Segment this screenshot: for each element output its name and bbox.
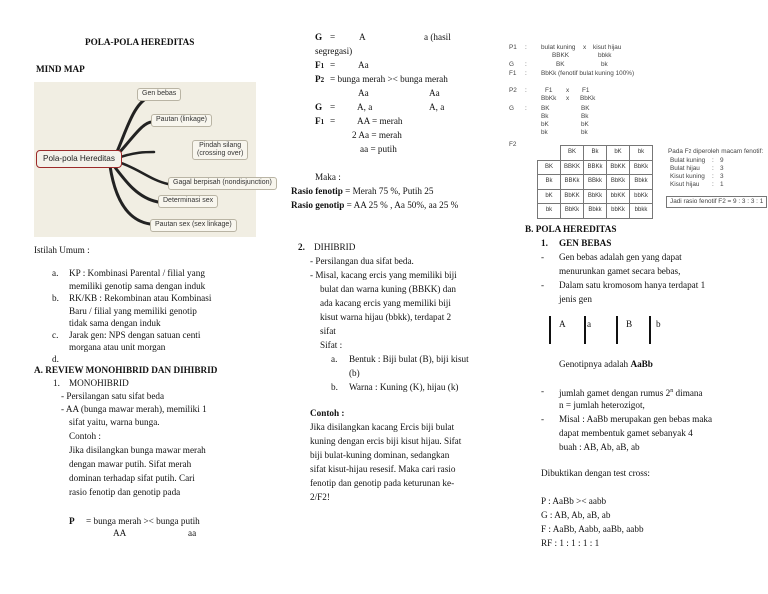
table-row bbox=[538, 189, 653, 204]
row-value: Aa bbox=[429, 88, 440, 98]
cross-text: BBKK bbox=[552, 52, 570, 59]
table-header: bk bbox=[630, 146, 653, 161]
table-cell: BbKk bbox=[607, 175, 630, 190]
gamete: Bk bbox=[541, 113, 549, 120]
legend-value: 3 bbox=[720, 173, 724, 180]
gamete: Bk bbox=[581, 113, 589, 120]
body-text: dapat membentuk gamet sebanyak 4 bbox=[559, 428, 693, 438]
gamete: BK bbox=[581, 105, 590, 112]
chromosome-bar bbox=[616, 316, 618, 344]
cross-text: bbkk bbox=[598, 52, 612, 59]
mindmap-node-pindah-silang bbox=[192, 140, 248, 160]
list-marker: 1. bbox=[53, 378, 60, 388]
list-marker: d. bbox=[52, 354, 59, 364]
rasio-genotip-value: = AA 25 % , Aa 50%, aa 25 % bbox=[344, 200, 459, 210]
row-value: Aa bbox=[358, 88, 369, 98]
body-text: Jika disilangkan bunga mawar merah bbox=[69, 445, 206, 455]
legend-colon: : bbox=[712, 157, 714, 164]
row-value: A bbox=[359, 32, 366, 42]
list-marker: c. bbox=[52, 330, 59, 340]
mindmap-node-nondisjunction: Gagal berpisah (nondisjunction) bbox=[168, 177, 277, 190]
mindmap-node-gen-bebas: Gen bebas bbox=[137, 88, 181, 101]
list-item: morgana atau unit morgan bbox=[69, 342, 166, 352]
table-cell: Bbkk bbox=[630, 175, 653, 190]
body-text: ada kacang ercis yang memiliki biji bbox=[320, 298, 451, 308]
body-text: (b) bbox=[349, 368, 360, 378]
superscript: n bbox=[670, 388, 674, 394]
table-header: Bk bbox=[538, 175, 561, 190]
body-text: biji bulat-kuning dominan, sedangkan bbox=[310, 450, 450, 460]
body-text: 2/F2! bbox=[310, 492, 330, 502]
test-cross-rf: RF : 1 : 1 : 1 : 1 bbox=[541, 538, 600, 548]
list-marker: a. bbox=[52, 268, 59, 278]
body-text: Jika disilangkan kacang Ercis biji bulat bbox=[310, 422, 455, 432]
table-header: bK bbox=[538, 189, 561, 204]
row-value: aa = putih bbox=[360, 144, 397, 154]
list-marker: 2. bbox=[298, 242, 305, 252]
cross-text: BbKk (fenotif bulat kuning 100%) bbox=[541, 70, 635, 77]
gamete: bK bbox=[541, 121, 549, 128]
test-cross-p: P : AaBb >< aabb bbox=[541, 496, 607, 506]
chromosome-bar bbox=[549, 316, 551, 344]
table-cell bbox=[538, 146, 561, 161]
body-text: - AA (bunga mawar merah), memiliki 1 bbox=[61, 404, 207, 414]
legend-item: Kisut hijau bbox=[670, 181, 700, 188]
chromosome-bar bbox=[584, 316, 586, 344]
test-cross-g: G : AB, Ab, aB, ab bbox=[541, 510, 611, 520]
body-text: jumlah gamet dengan rumus 2 bbox=[559, 388, 671, 399]
bullet-dash: - bbox=[541, 252, 545, 262]
cross-text: bk bbox=[601, 61, 608, 68]
row-label: G bbox=[315, 102, 323, 112]
table-cell: BbKK bbox=[561, 189, 584, 204]
legend-colon: : bbox=[712, 173, 714, 180]
bullet-dash: - bbox=[541, 386, 545, 396]
body-text: Warna : Kuning (K), hijau (k) bbox=[349, 382, 459, 392]
cross-colon: : bbox=[525, 87, 527, 94]
legend-result: Jadi rasio fenotif F2 = 9 : 3 : 3 : 1 bbox=[666, 196, 767, 208]
section-b-heading: B. POLA HEREDITAS bbox=[525, 224, 617, 234]
maka-label: Maka : bbox=[315, 172, 341, 182]
body-text: Bentuk : Biji bulat (B), biji kisut bbox=[349, 354, 469, 364]
cross-text: bulat kuning bbox=[541, 44, 576, 51]
cross-text: F1 bbox=[545, 87, 553, 94]
body-text: sifat yaitu, warna bunga. bbox=[69, 417, 160, 427]
table-cell: BBKk bbox=[584, 160, 607, 175]
contoh-label: Contoh : bbox=[69, 431, 101, 441]
body-text: sifat kisut-hijau resesif. Maka cari rasio bbox=[310, 464, 456, 474]
body-text: rasio fenotip dan genotip pada bbox=[69, 487, 181, 497]
cross-text: BbKk bbox=[541, 95, 557, 102]
body-text: bulat dan warna kuning (BBKK) dan bbox=[320, 284, 456, 294]
body-text: - Misal, kacang ercis yang memiliki biji bbox=[310, 270, 457, 280]
body-text: dimana bbox=[673, 388, 703, 399]
gamete: bk bbox=[541, 129, 548, 136]
gamete: bk bbox=[581, 129, 588, 136]
genotype-text: Genotipnya adalah bbox=[559, 359, 631, 369]
table-header: BK bbox=[561, 146, 584, 161]
body-text: n = jumlah heterozigot, bbox=[559, 400, 645, 410]
body-text: Gen bebas adalah gen yang dapat bbox=[559, 252, 682, 262]
dihibrid-title: DIHIBRID bbox=[314, 242, 356, 252]
cross-label: F2 bbox=[509, 141, 517, 148]
bullet-dash: - bbox=[541, 414, 545, 424]
list-marker: b. bbox=[331, 382, 338, 392]
legend-item: Kisut kuning bbox=[670, 173, 705, 180]
monohibrid-title: MONOHIBRID bbox=[69, 378, 129, 388]
body-text: kuning dengan ercis biji kisut hijau. Sifat bbox=[310, 436, 462, 446]
cross-label: F1 bbox=[509, 70, 517, 77]
body-text: - Persilangan satu sifat beda bbox=[61, 391, 165, 401]
rasio-genotip-label: Rasio genotip bbox=[291, 200, 345, 210]
mindmap-node-text: (crossing over) bbox=[197, 150, 244, 157]
table-cell: BbKk bbox=[584, 189, 607, 204]
legend-colon: : bbox=[712, 181, 714, 188]
row-value: = bunga merah >< bunga merah bbox=[330, 74, 448, 84]
body-text: Sifat : bbox=[320, 340, 343, 350]
cross-text: BbKk bbox=[580, 95, 596, 102]
row-value: A, a bbox=[357, 102, 373, 112]
table-cell: bbKk bbox=[607, 204, 630, 219]
cross-label: G bbox=[509, 105, 514, 112]
gamete: BK bbox=[541, 105, 550, 112]
body-text: fenotip dan genotip pada keturunan ke- bbox=[310, 478, 455, 488]
punnett-square bbox=[537, 145, 653, 219]
mindmap-node-text: Pindah silang bbox=[199, 142, 242, 149]
cross-text: x bbox=[566, 95, 570, 102]
legend-item: Bulat hijau bbox=[670, 165, 700, 172]
row-value: segregasi) bbox=[315, 46, 353, 56]
cross-label: P1 bbox=[509, 44, 517, 51]
table-cell: BbKk bbox=[630, 160, 653, 175]
cross-text: kisut hijau bbox=[593, 44, 622, 51]
row-value: AA = merah bbox=[357, 116, 403, 126]
cross-colon: : bbox=[525, 70, 527, 77]
row-label: F1 bbox=[315, 60, 325, 70]
row-value: Aa bbox=[358, 60, 369, 70]
body-text: Dibuktikan dengan test cross: bbox=[541, 468, 650, 478]
table-row bbox=[538, 160, 653, 175]
table-cell: BbKk bbox=[561, 204, 584, 219]
gamete: bK bbox=[581, 121, 589, 128]
table-header: Bk bbox=[584, 146, 607, 161]
rasio-genotip bbox=[291, 199, 458, 213]
legend-colon: : bbox=[712, 165, 714, 172]
istilah-heading: Istilah Umum : bbox=[34, 245, 90, 255]
page-title: POLA-POLA HEREDITAS bbox=[85, 37, 195, 47]
cross-p-label: P bbox=[69, 516, 75, 526]
genotype-statement bbox=[559, 358, 653, 372]
mindmap-node-pautan: Pautan (linkage) bbox=[151, 114, 212, 127]
test-cross-f: F : AaBb, Aabb, aaBb, aabb bbox=[541, 524, 644, 534]
body-text: Misal : AaBb merupakan gen bebas maka bbox=[559, 414, 713, 424]
row-value: a (hasil bbox=[424, 32, 451, 42]
mindmap-image bbox=[34, 82, 272, 237]
table-cell: BBkk bbox=[584, 175, 607, 190]
genotype-aa: AA bbox=[113, 528, 127, 538]
mindmap-central-node: Pola-pola Hereditas bbox=[36, 150, 122, 168]
cross-text: F1 bbox=[582, 87, 590, 94]
list-marker: a. bbox=[331, 354, 338, 364]
allele-label: A bbox=[559, 319, 566, 329]
mindmap-node-determinasi-sex: Determinasi sex bbox=[158, 195, 218, 208]
body-text: dengan mawar putih. Sifat merah bbox=[69, 459, 192, 469]
body-text: jenis gen bbox=[559, 294, 592, 304]
row-value: 2 Aa = merah bbox=[352, 130, 402, 140]
body-text: menurunkan gamet secara bebas, bbox=[559, 266, 681, 276]
table-row bbox=[538, 204, 653, 219]
table-cell: BBKk bbox=[561, 175, 584, 190]
rasio-fenotip bbox=[291, 185, 433, 199]
cross-text: BK bbox=[556, 61, 565, 68]
row-label: P2 bbox=[315, 74, 325, 84]
cross-colon: : bbox=[525, 44, 527, 51]
body-text: buah : AB, Ab, aB, ab bbox=[559, 442, 640, 452]
table-header: bk bbox=[538, 204, 561, 219]
list-marker: b. bbox=[52, 293, 59, 303]
table-cell: BbKK bbox=[607, 160, 630, 175]
body-text: sifat bbox=[320, 326, 336, 336]
table-cell: bbKK bbox=[607, 189, 630, 204]
row-value: A, a bbox=[429, 102, 445, 112]
cross-label: G bbox=[509, 61, 514, 68]
cross-label: P2 bbox=[509, 87, 517, 94]
table-header: BK bbox=[538, 160, 561, 175]
cross-colon: : bbox=[525, 105, 527, 112]
table-row bbox=[538, 175, 653, 190]
bullet-dash: - bbox=[541, 280, 545, 290]
allele-label: b bbox=[656, 319, 661, 329]
list-item: tidak sama dengan induk bbox=[69, 318, 161, 328]
genotype-aa-recessive: aa bbox=[188, 528, 197, 538]
legend-value: 9 bbox=[720, 157, 724, 164]
table-cell: Bbkk bbox=[584, 204, 607, 219]
table-row bbox=[538, 146, 653, 161]
body-text: dominan terhadap sifat putih. Cari bbox=[69, 473, 195, 483]
list-marker: 1. bbox=[541, 238, 548, 248]
table-cell: bbKk bbox=[630, 189, 653, 204]
table-header: bK bbox=[607, 146, 630, 161]
section-a-heading: A. REVIEW MONOHIBRID DAN DIHIBRID bbox=[34, 365, 218, 375]
cross-colon: : bbox=[525, 61, 527, 68]
legend-intro: Pada F2 diperoleh macam fenotif: bbox=[668, 148, 764, 155]
table-cell: bbkk bbox=[630, 204, 653, 219]
row-eq: = bbox=[330, 116, 336, 126]
row-eq: = bbox=[330, 60, 336, 70]
gen-bebas-title: GEN BEBAS bbox=[559, 238, 612, 248]
list-item: Baru / filial yang memiliki genotip bbox=[69, 306, 197, 316]
legend-value: 1 bbox=[720, 181, 724, 188]
chromosome-bar bbox=[649, 316, 651, 344]
row-eq: = bbox=[330, 102, 336, 112]
row-label: G bbox=[315, 32, 323, 42]
cross-text: x bbox=[583, 44, 587, 51]
body-text: - Persilangan dua sifat beda. bbox=[310, 256, 414, 266]
rasio-fenotip-value: = Merah 75 %, Putih 25 bbox=[342, 186, 434, 196]
cross-text: x bbox=[566, 87, 570, 94]
cross-p-text: = bunga merah >< bunga putih bbox=[86, 516, 200, 526]
legend-value: 3 bbox=[720, 165, 724, 172]
mindmap-heading: MIND MAP bbox=[36, 64, 85, 74]
allele-label: B bbox=[626, 319, 633, 329]
genotype-value: AaBb bbox=[630, 359, 653, 369]
list-item: KP : Kombinasi Parental / filial yang bbox=[69, 268, 205, 278]
rasio-fenotip-label: Rasio fenotip bbox=[291, 186, 343, 196]
row-label: F1 bbox=[315, 116, 325, 126]
allele-label: a bbox=[587, 319, 592, 329]
mindmap-node-pautan-sex: Pautan sex (sex linkage) bbox=[150, 219, 237, 232]
contoh-heading: Contoh : bbox=[310, 408, 345, 418]
body-text: Dalam satu kromosom hanya terdapat 1 bbox=[559, 280, 706, 290]
row-eq: = bbox=[330, 32, 336, 42]
list-item: Jarak gen: NPS dengan satuan centi bbox=[69, 330, 201, 340]
list-item: RK/KB : Rekombinan atau Kombinasi bbox=[69, 293, 212, 303]
body-text: kisut warna hijau (bbkk), terdapat 2 bbox=[320, 312, 452, 322]
legend-item: Bulat kuning bbox=[670, 157, 706, 164]
list-item: memiliki genotip sama dengan induk bbox=[69, 281, 206, 291]
table-cell: BBKK bbox=[561, 160, 584, 175]
